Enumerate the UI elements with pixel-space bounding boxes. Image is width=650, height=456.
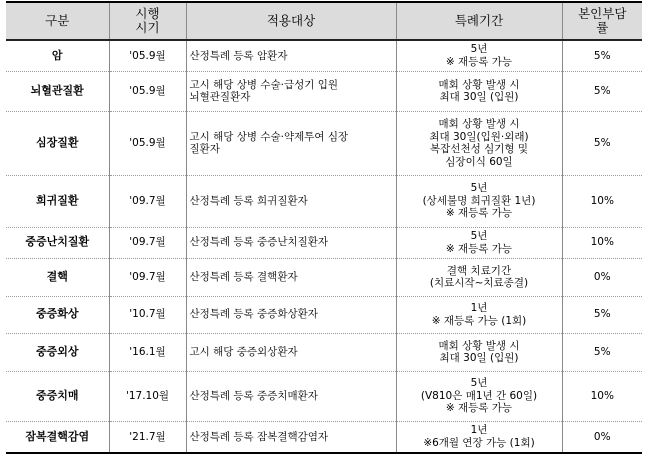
period-line: 최대 30일 (입원) <box>439 91 519 103</box>
table-row <box>6 333 642 371</box>
date-cell: '05.9월 <box>109 111 186 175</box>
rate-cell: 5% <box>562 111 642 175</box>
period-line: 5년 <box>470 377 488 390</box>
target-line: 고시 해당 상병 수술·약제투여 심장 <box>189 130 349 143</box>
table-row <box>6 71 642 111</box>
period-line: ※ 재등록 가능 <box>445 55 513 68</box>
category-cell: 결핵 <box>6 258 109 296</box>
table-row <box>6 175 642 227</box>
header-rate <box>562 2 642 40</box>
date-cell: '09.7월 <box>109 227 186 258</box>
header-rate-line: 률 <box>596 20 609 35</box>
target-cell <box>186 258 396 296</box>
category-cell: 잠복결핵감염 <box>6 421 109 453</box>
table-row <box>6 258 642 296</box>
category-cell: 암 <box>6 40 109 71</box>
category-cell: 중증난치질환 <box>6 227 109 258</box>
target-line: 고시 해당 중증외상환자 <box>189 345 298 358</box>
target-line: 산정특례 등록 잠복결핵감염자 <box>189 430 329 443</box>
period-line: ※ 재등록 가능 (1회) <box>431 314 527 327</box>
category-cell: 심장질환 <box>6 111 109 175</box>
category-cell: 중증외상 <box>6 333 109 371</box>
target-line: 산정특례 등록 중증치매환자 <box>189 389 318 402</box>
date-cell: '09.7월 <box>109 175 186 227</box>
target-cell <box>186 371 396 421</box>
rate-cell: 0% <box>562 258 642 296</box>
date-cell: '05.9월 <box>109 71 186 111</box>
period-line: 복잡선천성 심기형 및 <box>430 143 528 155</box>
date-cell: '21.7월 <box>109 421 186 453</box>
table-row <box>6 421 642 453</box>
target-line: 질환자 <box>189 143 220 155</box>
rate-cell: 5% <box>562 296 642 333</box>
period-line: 5년 <box>470 230 488 242</box>
special-case-table <box>6 1 642 454</box>
header-date <box>109 2 186 40</box>
category-cell: 뇌혈관질환 <box>6 71 109 111</box>
period-cell <box>396 296 562 333</box>
category-cell: 중증화상 <box>6 296 109 333</box>
target-cell <box>186 333 396 371</box>
rate-cell: 5% <box>562 40 642 71</box>
date-cell: '16.1월 <box>109 333 186 371</box>
period-line: (V810은 매1년 간 60일) <box>420 389 538 402</box>
period-cell <box>396 71 562 111</box>
header-category: 구분 <box>6 2 109 40</box>
period-line: ※ 재등록 가능 <box>445 207 513 220</box>
date-cell: '09.7월 <box>109 258 186 296</box>
period-line: (상세불명 희귀질환 1년) <box>422 194 536 207</box>
period-line: 1년 <box>470 302 488 314</box>
target-line: 산정특례 등록 중증난치질환자 <box>189 236 329 249</box>
period-line: 최대 30일 (입원) <box>439 352 519 364</box>
date-cell: '05.9월 <box>109 40 186 71</box>
rate-cell: 10% <box>562 371 642 421</box>
period-line: 심장이식 60일 <box>445 155 513 168</box>
rate-cell: 0% <box>562 421 642 453</box>
target-line: 산정특례 등록 중증화상환자 <box>189 308 318 321</box>
table-header <box>6 2 642 40</box>
period-line: (치료시작~치료종결) <box>429 277 529 289</box>
rate-cell: 5% <box>562 333 642 371</box>
period-line: 5년 <box>470 182 488 195</box>
period-line: 매회 상황 발생 시 <box>438 118 520 130</box>
target-line: 산정특례 등록 결핵환자 <box>189 270 298 283</box>
period-line: 5년 <box>470 43 488 56</box>
header-period: 특례기간 <box>396 2 562 40</box>
category-cell: 희귀질환 <box>6 175 109 227</box>
period-cell <box>396 421 562 453</box>
period-line: ※ 재등록 가능 <box>445 402 513 415</box>
category-cell: 중증치매 <box>6 371 109 421</box>
target-cell <box>186 71 396 111</box>
table-body <box>6 40 642 453</box>
period-cell <box>396 258 562 296</box>
period-line: ※6개월 연장 가능 (1회) <box>423 436 535 449</box>
period-line: 매회 상황 발생 시 <box>438 78 520 91</box>
period-cell <box>396 227 562 258</box>
target-line: 고시 해당 상병 수술·급성기 입원 <box>189 78 339 91</box>
header-target: 적용대상 <box>186 2 396 40</box>
table-row <box>6 40 642 71</box>
period-line: ※ 재등록 가능 <box>445 242 513 255</box>
period-cell <box>396 371 562 421</box>
target-cell <box>186 227 396 258</box>
target-cell <box>186 296 396 333</box>
period-line: 최대 30일(입원·외래) <box>429 130 529 143</box>
period-line: 1년 <box>470 424 488 437</box>
period-cell <box>396 111 562 175</box>
header-date-line: 시행 <box>135 6 160 21</box>
target-cell <box>186 40 396 71</box>
period-line: 결핵 치료기간 <box>446 264 512 277</box>
period-cell <box>396 333 562 371</box>
rate-cell: 5% <box>562 71 642 111</box>
rate-cell: 10% <box>562 227 642 258</box>
target-cell <box>186 175 396 227</box>
table-row <box>6 227 642 258</box>
header-rate-line: 본인부담 <box>578 6 627 21</box>
table-row <box>6 296 642 333</box>
date-cell: '17.10월 <box>109 371 186 421</box>
target-line: 뇌혈관질환자 <box>189 91 251 103</box>
date-cell: '10.7월 <box>109 296 186 333</box>
target-cell <box>186 111 396 175</box>
period-cell <box>396 40 562 71</box>
target-cell <box>186 421 396 453</box>
target-line: 산정특례 등록 희귀질환자 <box>189 194 308 207</box>
table-row <box>6 371 642 421</box>
table-row <box>6 111 642 175</box>
target-line: 산정특례 등록 암환자 <box>189 49 288 62</box>
rate-cell: 10% <box>562 175 642 227</box>
period-line: 매회 상황 발생 시 <box>438 339 520 352</box>
period-cell <box>396 175 562 227</box>
header-date-line: 시기 <box>135 20 160 35</box>
